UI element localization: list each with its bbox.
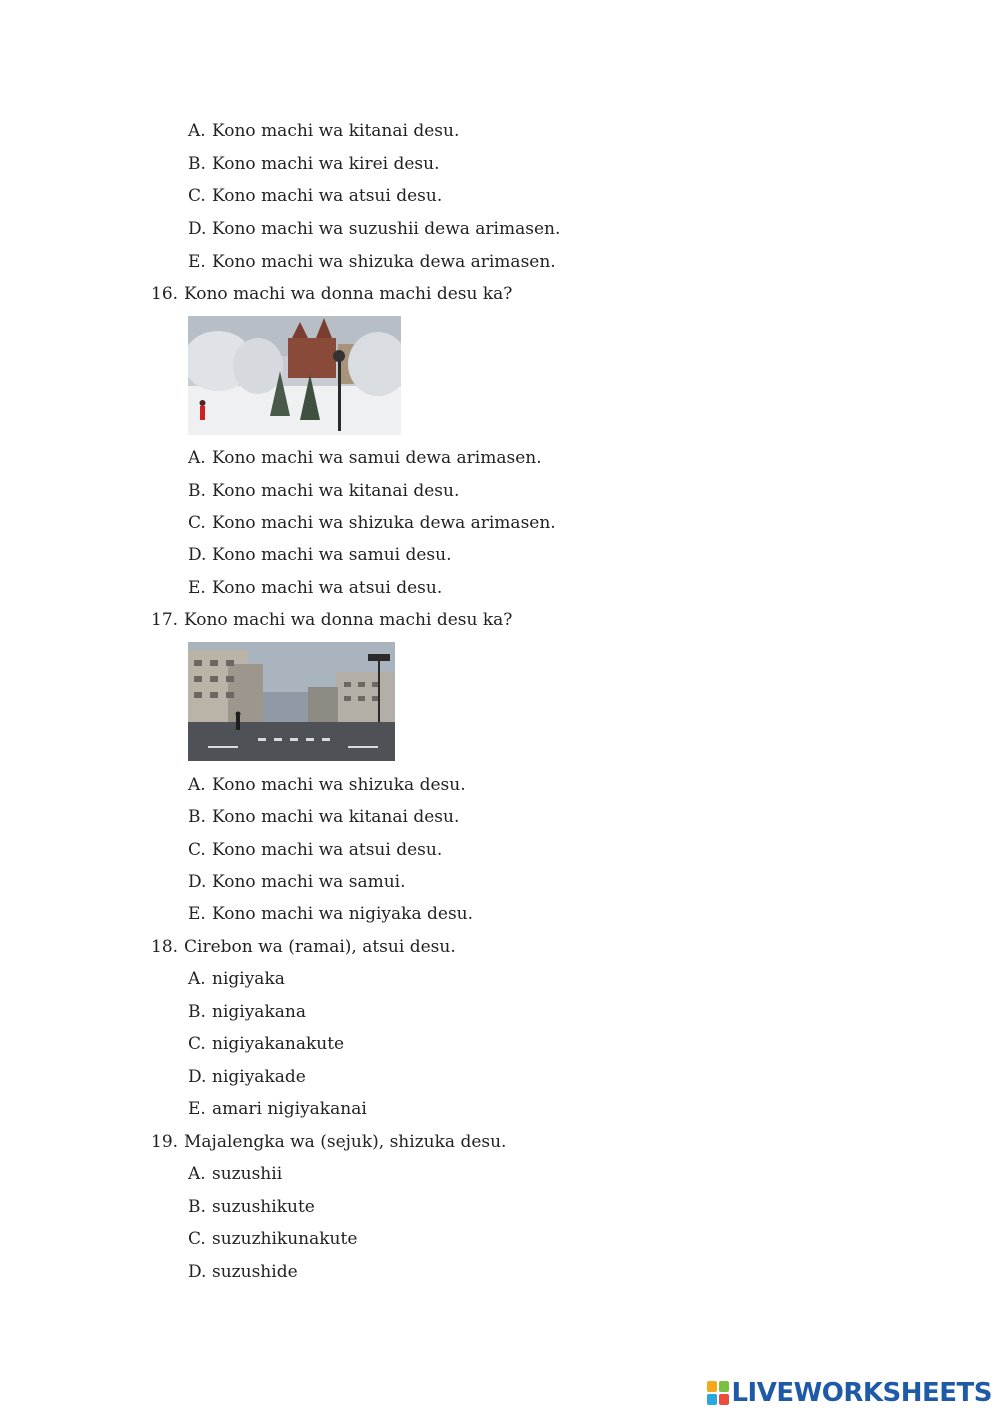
q17-option-d: D. Kono machi wa samui. [188,872,406,892]
q16-option-b: B. Kono machi wa kitanai desu. [188,481,460,501]
q18-option-e: E. amari nigiyakanai [188,1099,367,1119]
q17-question: 17. Kono machi wa donna machi desu ka? [151,610,513,630]
q18-option-c: C. nigiyakanakute [188,1034,345,1054]
liveworksheets-logo-icon [707,1381,729,1405]
q15-option-a: A. Kono machi wa kitanai desu. [188,121,460,141]
q16-option-d: D. Kono machi wa samui desu. [188,545,452,565]
q18-option-b: B. nigiyakana [188,1002,306,1022]
q16-option-e: E. Kono machi wa atsui desu. [188,578,443,598]
q18-option-d: D. nigiyakade [188,1067,306,1087]
q15-option-e: E. Kono machi wa shizuka dewa arimasen. [188,252,556,272]
q16-snowy-city-photo [188,316,401,435]
q17-option-e: E. Kono machi wa nigiyaka desu. [188,904,474,924]
q19-option-a: A. suzushii [188,1164,283,1184]
q16-option-a: A. Kono machi wa samui dewa arimasen. [188,448,542,468]
q17-option-c: C. Kono machi wa atsui desu. [188,840,443,860]
q17-option-b: B. Kono machi wa kitanai desu. [188,807,460,827]
q19-option-b: B. suzushikute [188,1197,315,1217]
q16-question: 16. Kono machi wa donna machi desu ka? [151,284,513,304]
q18-option-a: A. nigiyaka [188,969,285,989]
q17-empty-street-photo [188,642,395,761]
q17-option-a: A. Kono machi wa shizuka desu. [188,775,466,795]
q19-option-c: C. suzuzhikunakute [188,1229,358,1249]
q15-option-d: D. Kono machi wa suzushii dewa arimasen. [188,219,561,239]
q18-question: 18. Cirebon wa (ramai), atsui desu. [151,937,456,957]
q15-option-c: C. Kono machi wa atsui desu. [188,186,443,206]
q19-question: 19. Majalengka wa (sejuk), shizuka desu. [151,1132,507,1152]
q15-option-b: B. Kono machi wa kirei desu. [188,154,440,174]
q16-option-c: C. Kono machi wa shizuka dewa arimasen. [188,513,556,533]
watermark-text: LIVEWORKSHEETS [731,1378,992,1408]
liveworksheets-watermark [707,1378,992,1408]
q19-option-d: D. suzushide [188,1262,298,1282]
